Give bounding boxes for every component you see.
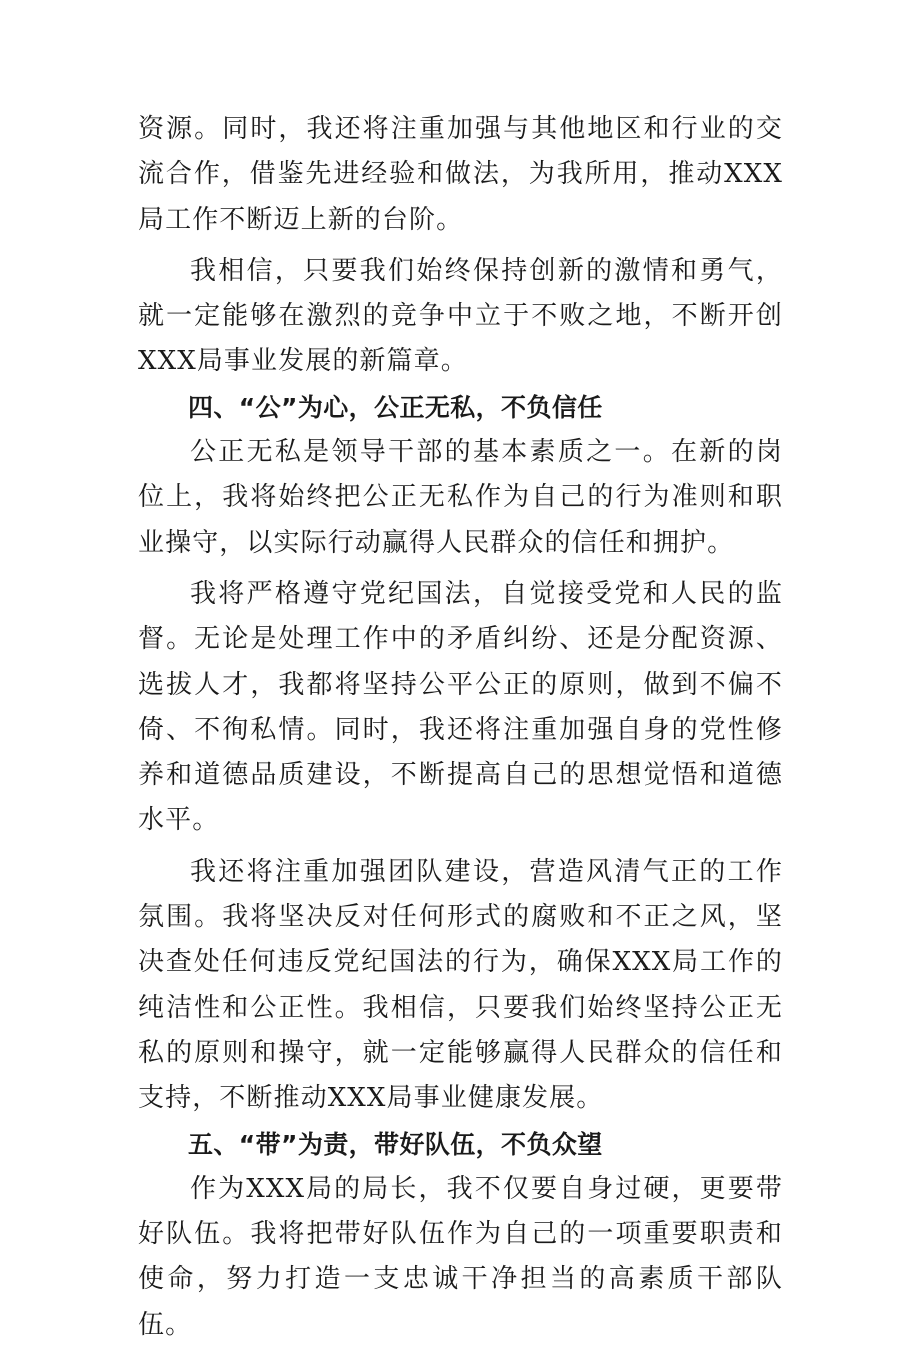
section-heading-four: 四、“公”为心，公正无私，不负信任 — [188, 392, 603, 422]
paragraph-discipline: 我将严格遵守党纪国法，自觉接受党和人民的监督。无论是处理工作中的矛盾纠纷、还是分配资源、选拔人才，我都将坚持公平公正的原则，做到不偏不倚、不徇私情。同时，我还将注重加强自身的党性修养和道德品质建设，不断提高自己的思想觉悟和道德水平。 — [138, 578, 783, 836]
paragraph-continuation: 资源。同时，我还将注重加强与其他地区和行业的交流合作，借鉴先进经验和做法，为我所用，推动XXX局工作不断迈上新的台阶。 — [138, 114, 783, 235]
paragraph-leadership: 作为XXX局的局长，我不仅要自身过硬，更要带好队伍。我将把带好队伍作为自己的一项重要职责和使命，努力打造一支忠诚干净担当的高素质干部队伍。 — [138, 1173, 783, 1340]
section-heading-five: 五、“带”为责，带好队伍，不负众望 — [188, 1129, 603, 1159]
paragraph-innovation-belief: 我相信，只要我们始终保持创新的激情和勇气，就一定能够在激烈的竞争中立于不败之地，不断开创XXX局事业发展的新篇章。 — [138, 255, 783, 377]
paragraph-team-building: 我还将注重加强团队建设，营造风清气正的工作氛围。我将坚决反对任何形式的腐败和不正之风，坚决查处任何违反党纪国法的行为，确保XXX局工作的纯洁性和公正性。我相信，只要我们始终坚持公正无私的原则和操守，就一定能够赢得人民群众的信任和支持，不断推动XXX局事业健康发展。 — [138, 856, 783, 1114]
paragraph-impartiality-intro: 公正无私是领导干部的基本素质之一。在新的岗位上，我将始终把公正无私作为自己的行为准则和职业操守，以实际行动赢得人民群众的信任和拥护。 — [138, 437, 783, 558]
document-body — [138, 107, 783, 1348]
